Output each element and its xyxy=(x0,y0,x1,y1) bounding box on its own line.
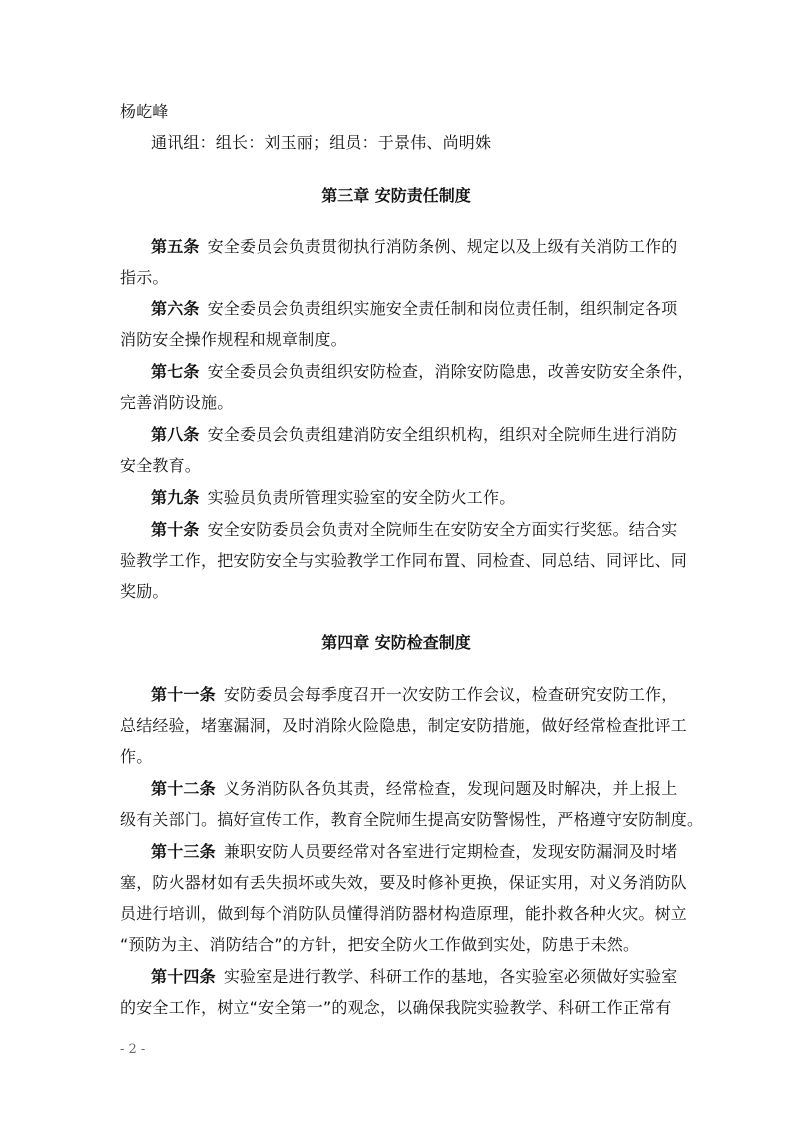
article-7-label: 第七条 xyxy=(151,362,200,381)
article-13-line-1 xyxy=(151,842,677,862)
article-13-label: 第十三条 xyxy=(151,842,216,861)
article-7-text-1: 安全委员会负责组织安防检查，消除安防隐患，改善安防安全条件， xyxy=(207,362,694,381)
article-11-line-3: 作。 xyxy=(120,747,153,766)
article-10-line-1 xyxy=(151,520,677,540)
article-11-text-1: 安防委员会每季度召开一次安防工作会议，检查研究安防工作， xyxy=(223,685,678,704)
article-12-line-1 xyxy=(151,779,677,799)
article-8-text-1: 安全委员会负责组建消防安全组织机构，组织对全院师生进行消防 xyxy=(207,425,678,444)
article-10-line-2: 验教学工作，把安防安全与实验教学工作同布置、同检查、同总结、同评比、同 xyxy=(120,551,688,570)
article-8-line-1 xyxy=(151,425,677,445)
article-5-label: 第五条 xyxy=(151,237,200,256)
article-11-line-1 xyxy=(151,685,677,705)
article-13-line-2: 塞，防火器材如有丢失损坏或失效，要及时修补更换，保证实用，对义务消防队 xyxy=(120,873,688,892)
article-9-label: 第九条 xyxy=(151,488,200,507)
chapter-3-heading: 第三章 安防责任制度 xyxy=(321,186,471,205)
article-5-line-2: 指示。 xyxy=(120,268,169,287)
article-12-text-1: 义务消防队各负其责，经常检查，发现问题及时解决，并上报上 xyxy=(223,779,678,798)
article-7-line-2: 完善消防设施。 xyxy=(120,393,234,412)
article-14-text-1: 实验室是进行教学、科研工作的基地，各实验室必须做好实验室 xyxy=(223,967,678,986)
article-13-text-1: 兼职安防人员要经常对各室进行定期检查，发现安防漏洞及时堵 xyxy=(223,842,678,861)
article-12-line-2: 级有关部门。搞好宣传工作，教育全院师生提高安防警惕性，严格遵守安防制度。 xyxy=(120,810,704,829)
article-14-line-1 xyxy=(151,967,677,987)
article-8-line-2: 安全教育。 xyxy=(120,456,202,475)
page-number: - 2 - xyxy=(120,1042,146,1057)
article-6-line-1 xyxy=(151,299,677,319)
article-10-label: 第十条 xyxy=(151,520,200,539)
article-11-line-2: 总结经验，堵塞漏洞，及时消除火险隐患，制定安防措施，做好经常检查批评工 xyxy=(120,716,688,735)
article-13-line-3: 员进行培训，做到每个消防队员懂得消防器材构造原理，能扑救各种火灾。树立 xyxy=(120,904,688,923)
article-14-label: 第十四条 xyxy=(151,967,216,986)
article-10-line-3: 奖励。 xyxy=(120,582,169,601)
continued-name-line: 杨屹峰 xyxy=(120,102,169,121)
article-6-text-1: 安全委员会负责组织实施安全责任制和岗位责任制，组织制定各项 xyxy=(207,299,678,318)
article-11-label: 第十一条 xyxy=(151,685,216,704)
article-6-label: 第六条 xyxy=(151,299,200,318)
article-12-label: 第十二条 xyxy=(151,779,216,798)
communication-group-line: 通讯组：组长：刘玉丽；组员：于景伟、尚明姝 xyxy=(151,133,492,152)
chapter-4-heading: 第四章 安防检查制度 xyxy=(321,633,471,652)
article-5-line-1 xyxy=(151,237,677,257)
article-9-text-1: 实验员负责所管理实验室的安全防火工作。 xyxy=(207,488,516,507)
article-14-line-2: 的安全工作，树立“安全第一”的观念，以确保我院实验教学、科研工作正常有 xyxy=(120,998,672,1017)
article-10-text-1: 安全安防委员会负责对全院师生在安防安全方面实行奖惩。结合实 xyxy=(207,520,678,539)
article-7-line-1 xyxy=(151,362,694,382)
article-8-label: 第八条 xyxy=(151,425,200,444)
article-13-line-4: “预防为主、消防结合”的方针，把安全防火工作做到实处，防患于未然。 xyxy=(120,935,640,954)
article-9-line-1 xyxy=(151,488,515,508)
article-5-text-1: 安全委员会负责贯彻执行消防条例、规定以及上级有关消防工作的 xyxy=(207,237,678,256)
article-6-line-2: 消防安全操作规程和规章制度。 xyxy=(120,330,347,349)
